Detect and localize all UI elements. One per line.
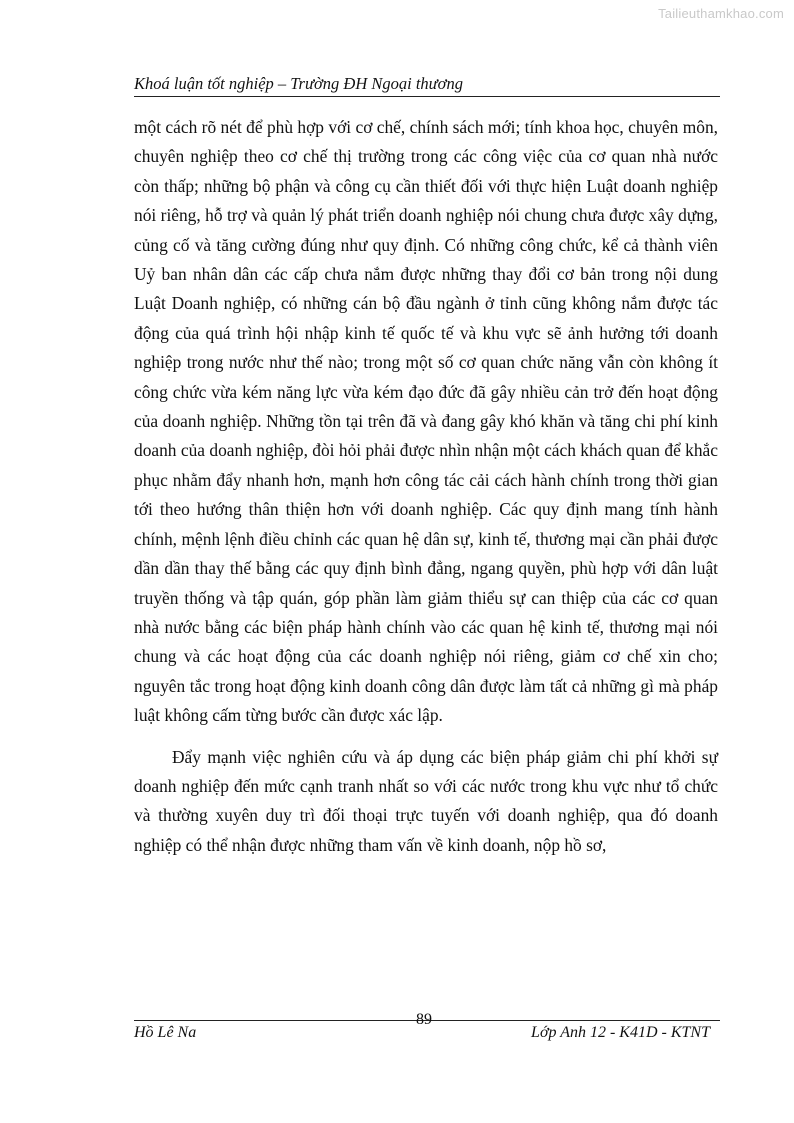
body-paragraph: Đẩy mạnh việc nghiên cứu và áp dụng các biện pháp giảm chi phí khởi sự doanh nghiệp đến mức cạnh tranh nhất so với các nước trong khu vực như tổ chức và thường xuyên duy trì đối thoại trực tuyến với doanh nghiệp, qua đó doanh nghiệp có thể nhận được những tham vấn về kinh doanh, nộp hồ sơ, [134,746,718,855]
body-paragraph-continuation: một cách rõ nét để phù hợp với cơ chế, chính sách mới; tính khoa học, chuyên môn, chuyên nghiệp theo cơ chế thị trường trong các công việc của cơ quan nhà nước còn thấp; những bộ phận và công cụ cần thiết đối với thực hiện Luật doanh nghiệp nói riêng, hỗ trợ và quản lý phát triển doanh nghiệp nói chung chưa được xây dựng, củng cố và tăng cường đúng như quy định. Có những công chức, kể cả thành viên Uỷ ban nhân dân các cấp chưa nắm được những thay đổi cơ bản trong nội dung Luật Doanh nghiệp, có những cán bộ đầu ngành ở tỉnh cũng không nắm được tác động của quá trình hội nhập kinh tế quốc tế và khu vực sẽ ảnh hưởng tới doanh nghiệp trong nước như thế nào; trong một số cơ quan chức năng vẫn còn không ít công chức vừa kém năng lực vừa kém đạo đức đã gây nhiều cản trở đến hoạt động của doanh nghiệp. Những tồn tại trên đã và đang gây khó khăn và tăng chi phí kinh doanh của doanh nghiệp, đòi hỏi phải được nhìn nhận một cách khách quan để khắc phục nhằm đẩy nhanh hơn, mạnh hơn công tác cải cách hành chính trong thời gian tới theo hướng thân thiện hơn với doanh nghiệp. Các quy định mang tính hành chính, mệnh lệnh điều chỉnh các quan hệ dân sự, kinh tế, thương mại cần phải được dần dần thay thế bằng các quy định bình đẳng, ngang quyền, phù hợp với dân luật truyền thống và tập quán, góp phần làm giảm thiểu sự can thiệp của các cơ quan nhà nước bằng các biện pháp hành chính vào các quan hệ kinh tế, thương mại nói chung và các hoạt động của các doanh nghiệp nói riêng, giảm cơ chế xin cho; nguyên tắc trong hoạt động kinh doanh công dân được làm tất cả những gì mà pháp luật không cấm từng bước cần được xác lập. [134,117,718,726]
header-title: Khoá luận tốt nghiệp – Trường ĐH Ngoại thương [134,74,463,93]
page-header [134,72,720,97]
page-body [134,113,718,860]
footer-author: Hồ Lê Na [134,1024,197,1041]
watermark-text: Tailieuthamkhao.com [658,6,784,21]
page-number: 89 [416,1011,432,1028]
page-footer [134,1011,720,1051]
footer-class-info: Lớp Anh 12 - K41D - KTNT [531,1024,710,1041]
